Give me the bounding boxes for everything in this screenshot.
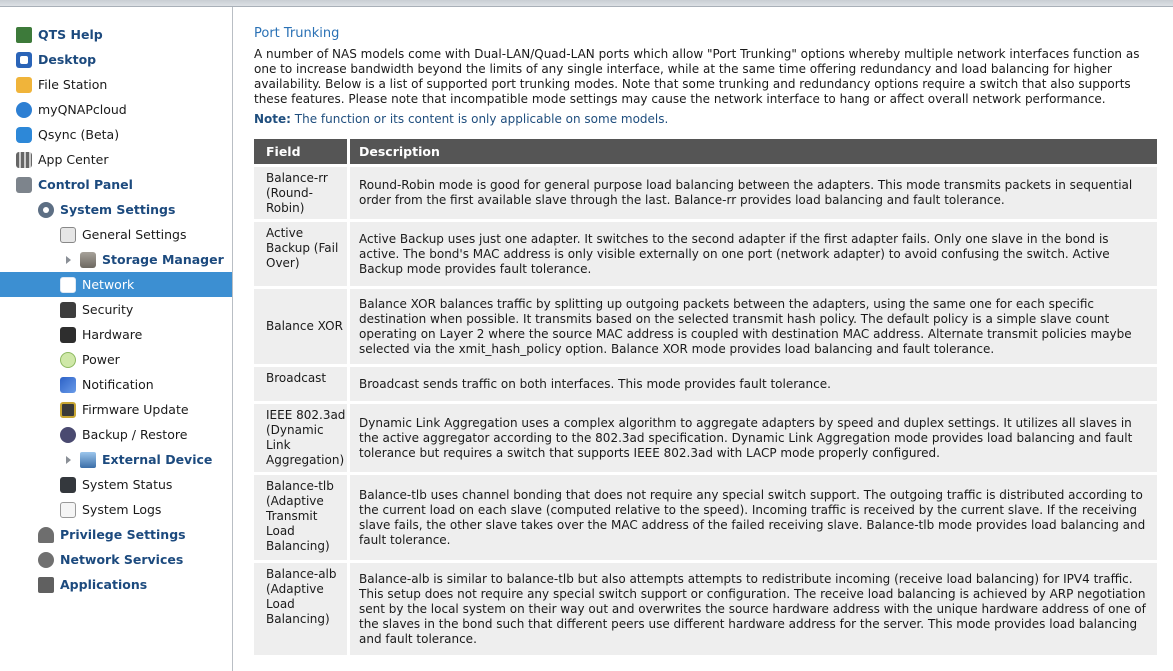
nav-item-network-services[interactable] (0, 547, 232, 572)
window-top-bar (0, 0, 1173, 7)
network-icon (60, 277, 76, 293)
nav-item-label: myQNAPcloud (38, 102, 127, 117)
hard-drive-icon (80, 252, 96, 268)
nav-item-label: Network Services (60, 552, 184, 567)
field-cell: Balance-tlb (Adaptive Transmit Load Balancing) (254, 475, 347, 560)
nav-item-label: Network (82, 277, 135, 292)
description-cell: Dynamic Link Aggregation uses a complex algorithm to aggregate adapters by speed and duplex settings. It utilizes all slaves in the active aggregator according to the 802.3ad specification. Dynamic Link Aggregation mode provides load balancing and fault tolerance but requires a switch that supports IEEE 802.3ad with LACP mode properly configured. (350, 404, 1157, 472)
notification-icon (60, 377, 76, 393)
nav-item-label: System Logs (82, 502, 162, 517)
nav-item-label: Privilege Settings (60, 527, 186, 542)
expand-arrow-icon[interactable] (66, 256, 71, 264)
nav-item-label: Power (82, 352, 120, 367)
description-cell: Broadcast sends traffic on both interfaces. This mode provides fault tolerance. (350, 367, 1157, 401)
nav-item-backup-restore[interactable] (0, 422, 232, 447)
user-icon (38, 527, 54, 543)
nav-item-myqnapcloud[interactable] (0, 97, 232, 122)
note-label: Note: (254, 112, 291, 126)
note-text (254, 112, 668, 126)
document-icon (60, 227, 76, 243)
firmware-icon (60, 402, 76, 418)
field-column-header: Field (266, 144, 301, 159)
nav-item-power[interactable] (0, 347, 232, 372)
column-divider (347, 139, 350, 164)
nav-item-firmware-update[interactable] (0, 397, 232, 422)
log-icon (60, 502, 76, 518)
page-title: Port Trunking (254, 26, 340, 41)
nav-item-system-logs[interactable] (0, 497, 232, 522)
nav-item-label: External Device (102, 452, 213, 467)
table-row (254, 167, 1157, 219)
nav-item-external-device[interactable] (0, 447, 232, 472)
nav-item-storage-manager[interactable] (0, 247, 232, 272)
lightbulb-icon (60, 352, 76, 368)
description-column-header: Description (359, 144, 440, 159)
field-cell: IEEE 802.3ad (Dynamic Link Aggregation) (254, 404, 347, 472)
nav-item-qsync[interactable] (0, 122, 232, 147)
note-body: The function or its content is only applicable on some models. (290, 112, 669, 126)
applications-icon (38, 577, 54, 593)
monitor-icon (60, 477, 76, 493)
field-cell: Balance-rr (Round-Robin) (254, 167, 347, 219)
expand-arrow-icon[interactable] (66, 456, 71, 464)
field-cell: Balance XOR (254, 289, 347, 364)
nav-item-label: Security (82, 302, 134, 317)
gear-icon (38, 202, 54, 218)
nav-item-label: Firmware Update (82, 402, 189, 417)
nav-item-label: Storage Manager (102, 252, 224, 267)
folder-icon (16, 77, 32, 93)
description-cell: Round-Robin mode is good for general purpose load balancing between the adapters. This mode transmits packets in sequential order from the first available slave through the last. Balance-rr provides load balancing and fault tolerance. (350, 167, 1157, 219)
table-row (254, 475, 1157, 560)
description-cell: Balance-alb is similar to balance-tlb but also attempts attempts to redistribute incoming (receive load balancing) for IPV4 traffic. This setup does not require any special switch support or configuration. The receive load balancing is achieved by ARP negotiation sent by the local system on their way out and overwrites the source hardware address with the unique hardware address of one of the slaves in the bond such that different peers use different hardware address for the server. This mode provides load balancing and fault tolerance. (350, 563, 1157, 655)
description-cell: Balance-tlb uses channel bonding that does not require any special switch support. The outgoing traffic is distributed according to the current load on each slave (computed relative to the speed). Incoming traffic is received by the current slave. If the receiving slave fails, the other slave takes over the MAC address of the failed receiving slave. Balance-tlb mode provides load balancing and fault tolerance. (350, 475, 1157, 560)
nav-item-label: Hardware (82, 327, 143, 342)
nav-item-network[interactable] (0, 272, 232, 297)
control-panel-icon (16, 177, 32, 193)
intro-paragraph: A number of NAS models come with Dual-LAN/Quad-LAN ports which allow "Port Trunking" options whereby multiple network interfaces function as one to increase bandwidth beyond the limits of any single interface, while at the same time offering redundancy and load balancing for higher availability. Below is a list of supported port trunking modes. Note that some trunking and redundancy options require a switch that also supports these features. Please note that incompatible mode settings may cause the network interface to hang or affect overall network performance. (254, 47, 1140, 106)
lock-icon (60, 302, 76, 318)
backup-icon (60, 427, 76, 443)
nav-item-general-settings[interactable] (0, 222, 232, 247)
nav-item-label: Backup / Restore (82, 427, 188, 442)
app-grid-icon (16, 152, 32, 168)
sync-icon (16, 127, 32, 143)
nav-item-label: Control Panel (38, 177, 133, 192)
globe-icon (38, 552, 54, 568)
table-row (254, 289, 1157, 364)
external-drive-icon (80, 452, 96, 468)
nav-item-desktop[interactable] (0, 47, 232, 72)
description-cell: Balance XOR balances traffic by splitting up outgoing packets between the adapters, using the same one for each specific destination when possible. It transmits based on the selected transmit hash policy. The default policy is a simple slave count operating on Layer 2 where the source MAC address is coupled with destination MAC address. Alternate transmit policies maybe selected via the xmit_hash_policy option. Balance XOR mode provides load balancing and fault tolerance. (350, 289, 1157, 364)
nav-item-control-panel[interactable] (0, 172, 232, 197)
nav-item-hardware[interactable] (0, 322, 232, 347)
nav-item-label: Qsync (Beta) (38, 127, 120, 142)
nav-item-applications[interactable] (0, 572, 232, 597)
nav-item-qts-help[interactable] (0, 22, 232, 47)
nav-item-label: General Settings (82, 227, 187, 242)
nav-item-label: Notification (82, 377, 154, 392)
nav-item-label: Desktop (38, 52, 97, 67)
nav-item-system-status[interactable] (0, 472, 232, 497)
port-trunking-table (254, 139, 1157, 646)
table-row (254, 222, 1157, 286)
hardware-icon (60, 327, 76, 343)
nav-item-security[interactable] (0, 297, 232, 322)
nav-item-label: QTS Help (38, 27, 103, 42)
description-cell: Active Backup uses just one adapter. It switches to the second adapter if the first adapter fails. Only one slave in the bond is active. The bond's MAC address is only visible externally on one port (network adapter) to avoid confusing the switch. Active Backup mode provides fault tolerance. (350, 222, 1157, 286)
nav-item-label: File Station (38, 77, 108, 92)
table-row (254, 404, 1157, 472)
nav-item-file-station[interactable] (0, 72, 232, 97)
nav-item-system-settings[interactable] (0, 197, 232, 222)
nav-item-app-center[interactable] (0, 147, 232, 172)
cloud-icon (16, 102, 32, 118)
table-header (254, 139, 1157, 164)
help-book-icon (16, 27, 32, 43)
field-cell: Broadcast (254, 367, 347, 401)
nav-item-privilege-settings[interactable] (0, 522, 232, 547)
field-cell: Balance-alb (Adaptive Load Balancing) (254, 563, 347, 655)
nav-item-notification[interactable] (0, 372, 232, 397)
desktop-icon (16, 52, 32, 68)
field-cell: Active Backup (Fail Over) (254, 222, 347, 286)
nav-item-label: System Settings (60, 202, 176, 217)
nav-item-label: Applications (60, 577, 148, 592)
nav-item-label: App Center (38, 152, 109, 167)
table-row (254, 563, 1157, 655)
table-row (254, 367, 1157, 401)
help-navigation-sidebar (0, 7, 233, 671)
nav-item-label: System Status (82, 477, 173, 492)
